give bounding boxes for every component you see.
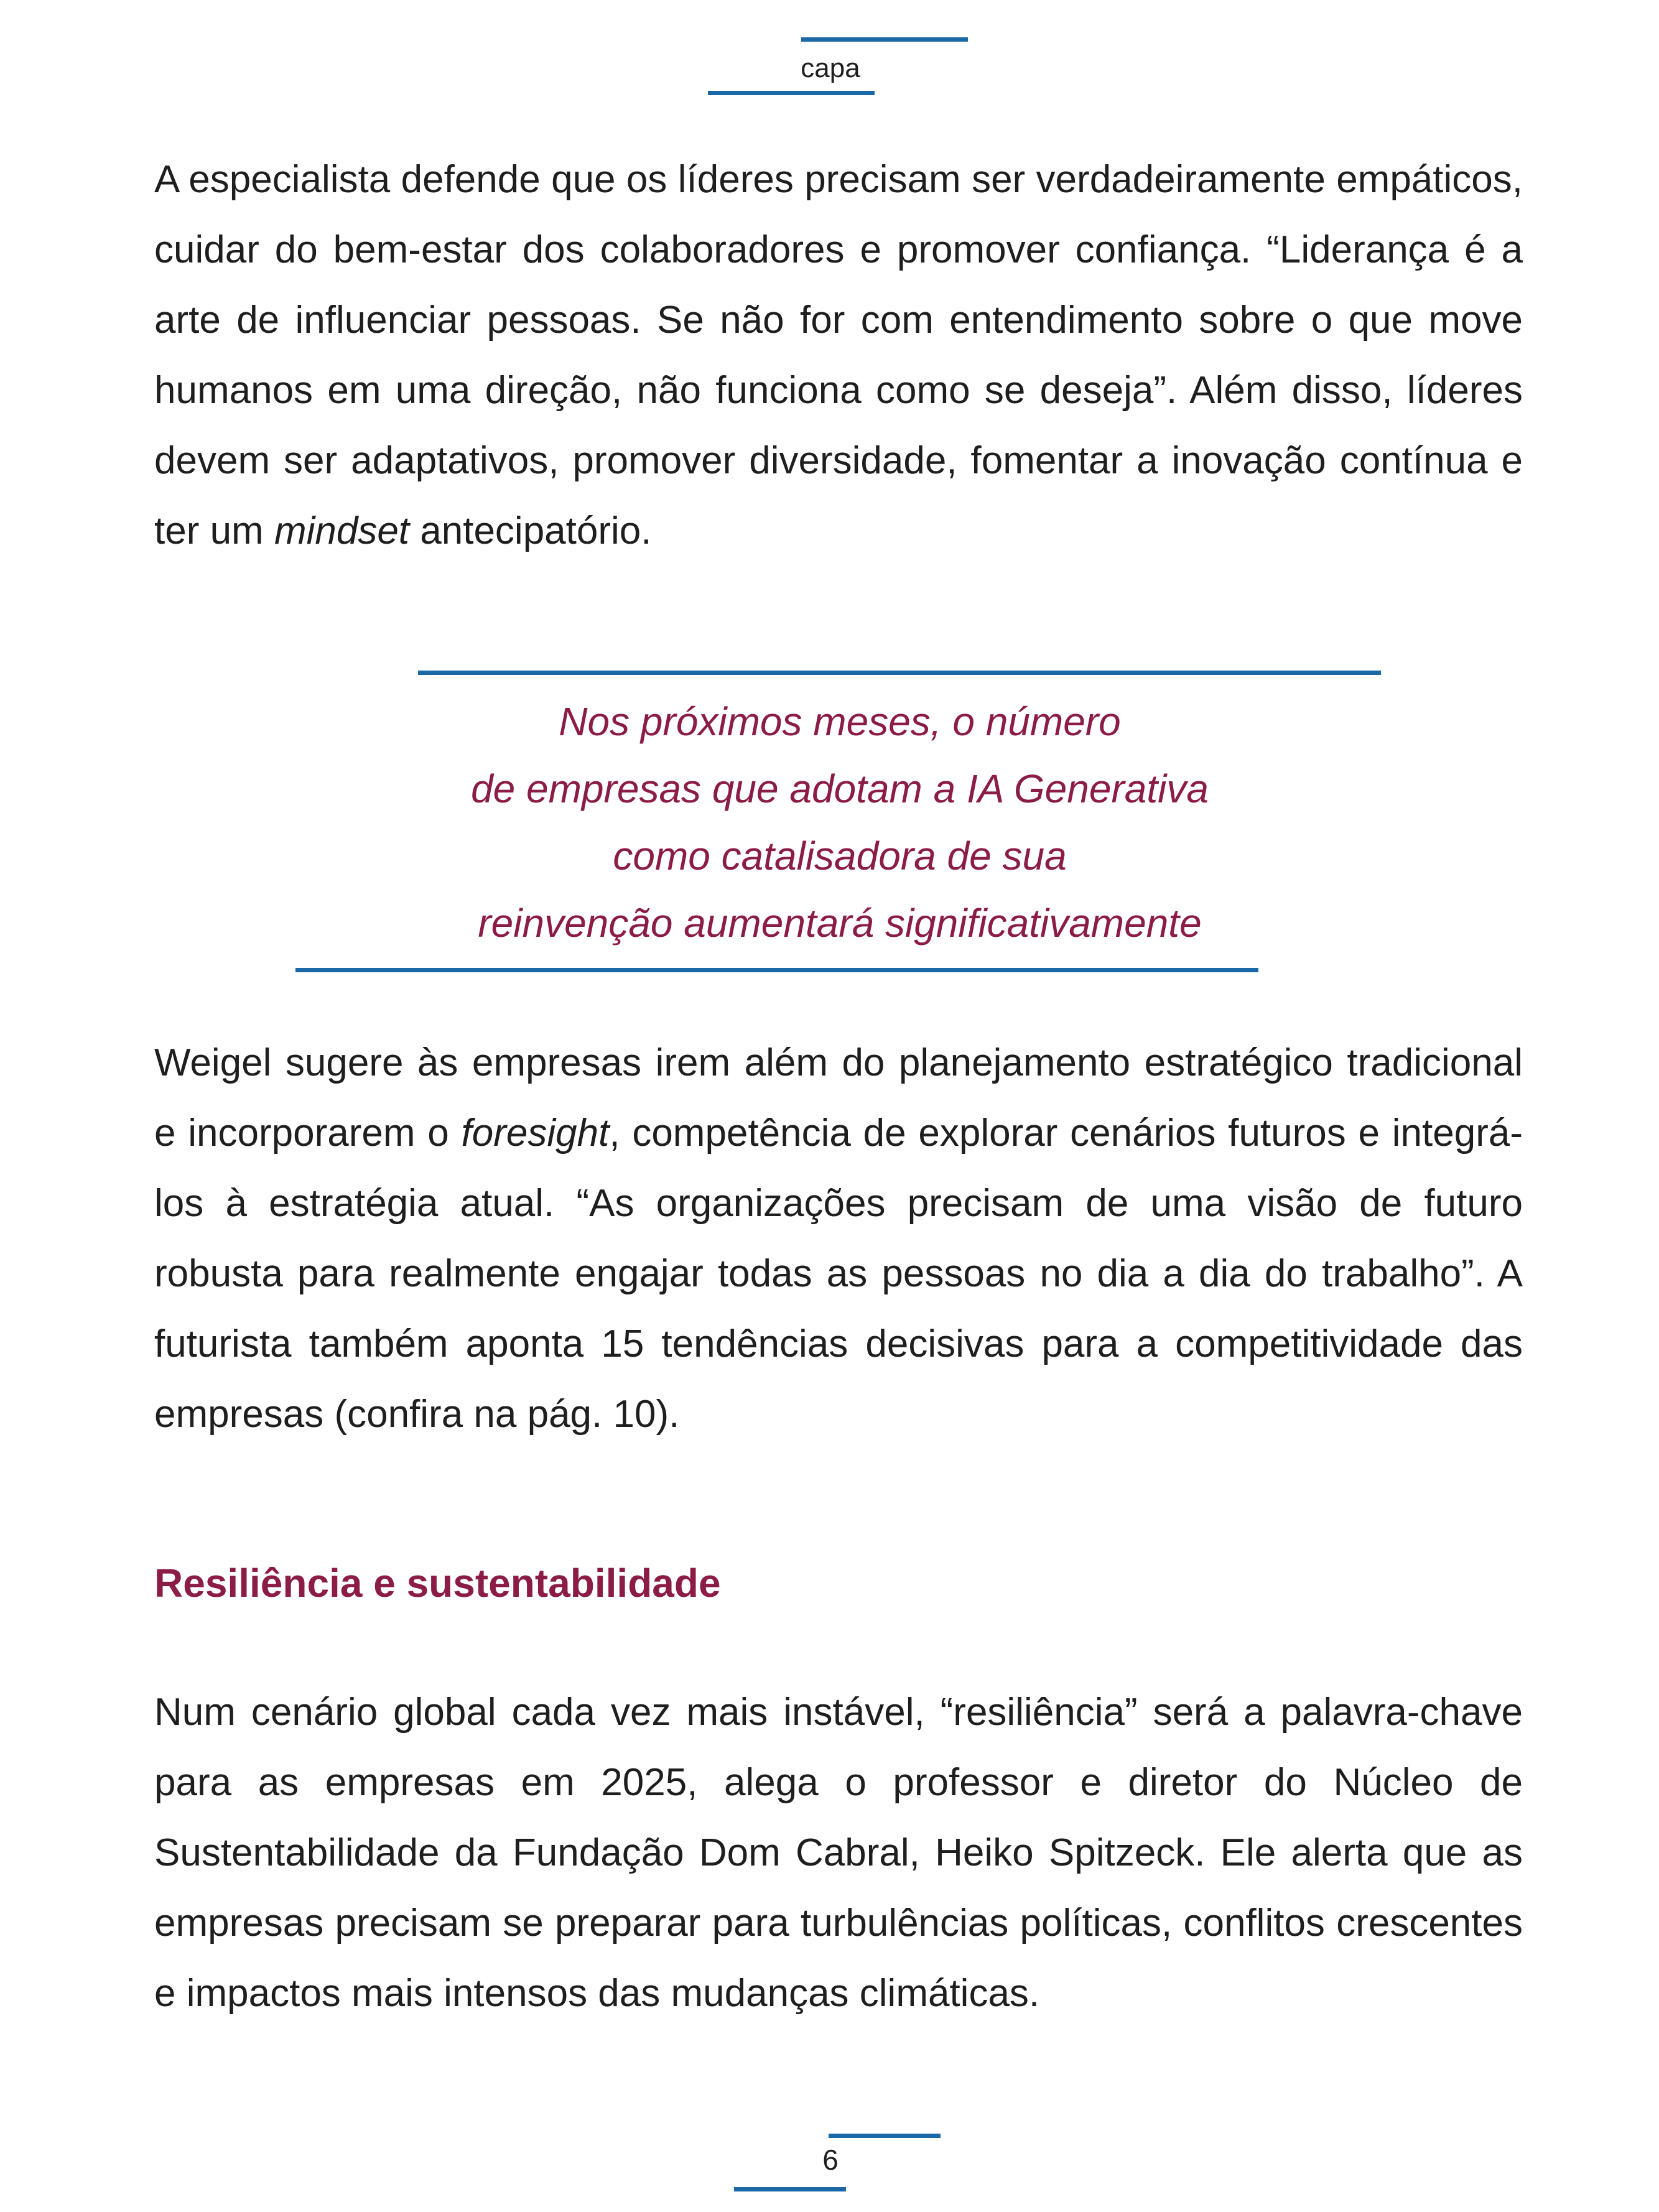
header-rule-top xyxy=(801,37,968,42)
body-paragraph-2 xyxy=(154,1028,1523,1449)
section-label: capa xyxy=(801,53,860,83)
paragraph-text: , competência de explorar cenários futuros e integrá-los à estratégia atual. “As organizações precisam de uma visão de futuro robusta para realmente engajar todas as pessoas no dia a dia do trabalho”. A futurista também aponta 15 tendências decisivas para a competitividade das empresas (confira na pág. 10). xyxy=(154,1112,1523,1436)
pull-quote xyxy=(323,688,1356,957)
quote-rule-bottom xyxy=(295,968,1258,972)
paragraph-text: Weigel sugere às empresas irem além do planejamento estratégico tradicional e incorporarem o xyxy=(154,1041,1523,1155)
footer-rule-bottom xyxy=(734,2187,846,2191)
page-number: 6 xyxy=(822,2144,839,2176)
pull-quote-line: de empresas que adotam a IA Generativa xyxy=(471,766,1209,811)
paragraph-text: antecipatório. xyxy=(409,509,652,552)
footer-rule-top xyxy=(829,2134,941,2138)
paragraph-text: A especialista defende que os líderes precisam ser verdadeiramente empáticos, cuidar do bem-estar dos colaboradores e promover confiança. “Liderança é a arte de influenciar pessoas. Se não for com entendimento sobre o que move humanos em uma direção, não funciona como se deseja”. Além disso, líderes devem ser adaptativos, promover diversidade, fomentar a inovação contínua e ter um xyxy=(154,158,1523,552)
body-paragraph-3: Num cenário global cada vez mais instável, “resiliência” será a palavra-chave para as empresas em 2025, alega o professor e diretor do Núcleo de Sustentabilidade da Fundação Dom Cabral, Heiko Spitzeck. Ele alerta que as empresas precisam se preparar para turbulências políticas, conflitos crescentes e impactos mais intensos das mudanças climáticas. xyxy=(154,1691,1523,2015)
body-paragraph-1 xyxy=(154,144,1523,566)
paragraph-emphasis: foresight xyxy=(461,1112,610,1155)
pull-quote-line: reinvenção aumentará significativamente xyxy=(478,901,1202,946)
section-heading: Resiliência e sustentabilidade xyxy=(154,1561,721,1606)
pull-quote-line: como catalisadora de sua xyxy=(613,834,1067,878)
paragraph-emphasis: mindset xyxy=(274,509,410,552)
quote-rule-top xyxy=(418,671,1381,675)
header-rule-bottom xyxy=(708,91,875,95)
pull-quote-line: Nos próximos meses, o número xyxy=(559,699,1121,744)
